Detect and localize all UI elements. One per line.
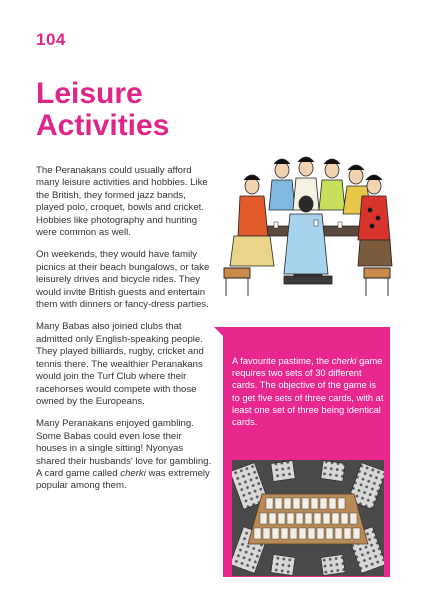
paragraph-1: The Peranakans could usually afford many leisure activities and hobbies. Like the British, they formed jazz bands, played polo, croquet, bowls and cricket. Hobbies like photography and hunting were common as well.: [36, 165, 208, 239]
paragraph-4: [36, 418, 212, 492]
title-line-1: Leisure: [36, 77, 143, 110]
cherki-cards-photo: [232, 460, 384, 576]
page-title: [36, 78, 169, 142]
page-number: 104: [36, 30, 66, 49]
people-playing-cards-illustration: [214, 150, 398, 300]
callout-text-before: A favourite pastime, the: [232, 356, 332, 366]
paragraph-4-before: Many Peranakans enjoyed gambling. Some Babas could even lose their houses in a single sitting! Nyonyas shared their husbands' love for gambling. A card game called: [36, 418, 212, 479]
callout-text-italic: cherki: [331, 356, 357, 366]
paragraph-3: Many Babas also joined clubs that admitted only English-speaking people. They played billiards, rugby, cricket and tennis there. The wealthier Peranakans would join the Turf Club where their racehorses would compete with those owned by the Europeans.: [36, 321, 204, 407]
callout-text-after: game requires two sets of 30 different cards. The objective of the game is to get five sets of three cards, with at least one set of three being identical cards.: [232, 356, 384, 428]
title-line-2: Activities: [36, 109, 170, 142]
callout-text: [232, 355, 384, 428]
paragraph-4-italic: cherki: [120, 467, 146, 479]
paragraph-2: On weekends, they would have family picnics at their beach bungalows, or take leisurely drives and bicycle rides. They would invite British guests and entertain them with dinners or fancy-dress parties.: [36, 249, 210, 311]
body-text: [36, 165, 212, 503]
paragraph-4-after: was extremely popular among them.: [36, 467, 210, 492]
